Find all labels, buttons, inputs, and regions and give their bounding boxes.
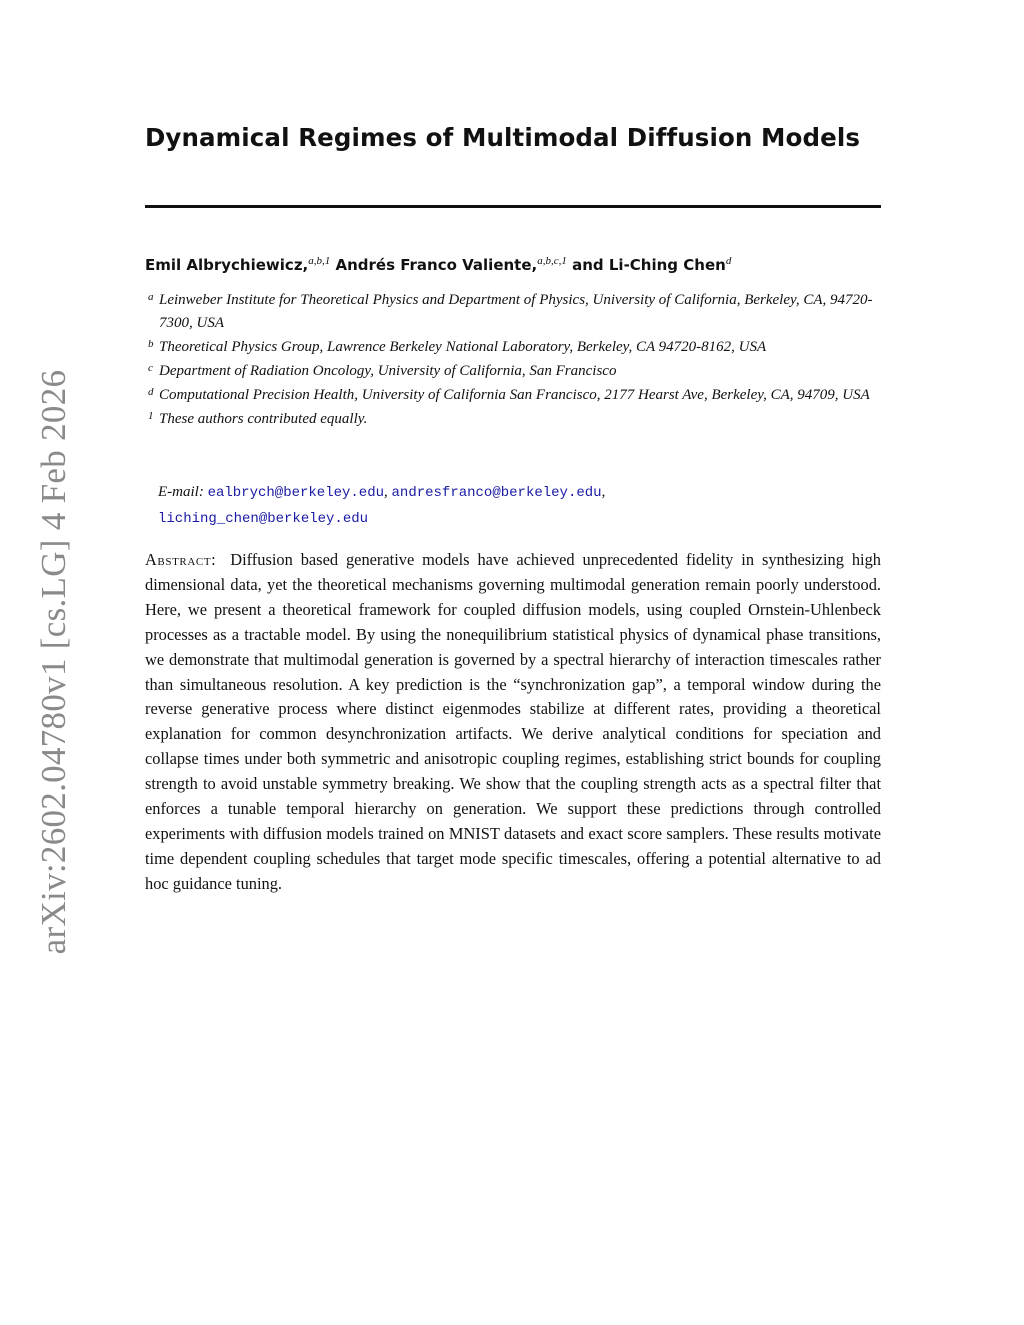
email-link[interactable]: liching_chen@berkeley.edu — [158, 511, 369, 527]
affiliation-list — [148, 289, 888, 432]
affiliation-mark: d — [148, 385, 154, 398]
affiliation-item — [148, 384, 888, 407]
affiliation-mark: c — [148, 361, 153, 374]
author-name: and Li-Ching Chen — [572, 256, 726, 274]
paper-title: Dynamical Regimes of Multimodal Diffusion Models — [145, 123, 861, 152]
affiliation-mark: b — [148, 337, 154, 350]
affiliation-mark: a — [148, 291, 154, 303]
author-affiliation-marks: a,b,1 — [308, 255, 331, 267]
affiliation-mark: 1 — [148, 409, 154, 422]
affiliation-text: Theoretical Physics Group, Lawrence Berkeley National Laboratory, Berkeley, CA 94720-8162, USA — [159, 338, 767, 355]
affiliation-item — [148, 408, 888, 431]
author-affiliation-marks: a,b,c,1 — [537, 255, 567, 267]
affiliation-item — [148, 360, 888, 383]
abstract — [145, 548, 881, 897]
arxiv-identifier: arXiv:2602.04780v1 [cs.LG] 4 Feb 2026 — [34, 369, 73, 955]
email-label: E-mail: — [158, 484, 204, 500]
author-affiliation-marks: d — [725, 255, 732, 267]
email-link[interactable]: andresfranco@berkeley.edu — [391, 485, 602, 501]
affiliation-item — [148, 336, 888, 359]
title-rule — [145, 205, 881, 208]
affiliation-text: Leinweber Institute for Theoretical Physics and Department of Physics, University of California, Berkeley, CA, 94720-7300, USA — [159, 292, 873, 331]
author-list — [145, 256, 731, 274]
affiliation-item — [148, 289, 888, 334]
affiliation-text: Computational Precision Health, University of California San Francisco, 2177 Hearst Ave, Berkeley, CA, 94709, USA — [159, 386, 870, 403]
affiliation-text: Department of Radiation Oncology, University of California, San Francisco — [159, 362, 617, 379]
email-block: E-mail: ealbrych@berkeley.edu, andresfranco@berkeley.edu, liching_chen@berkeley.edu — [158, 484, 606, 527]
abstract-text: Diffusion based generative models have achieved unprecedented fidelity in synthesizing high dimensional data, yet the theoretical mechanisms governing multimodal generation remain poorly understood. Here, we present a theoretical framework for coupled diffusion models, using coupled Ornstein-Uhlenbeck processes as a tractable model. By using the nonequilibrium statistical physics of dynamical phase transitions, we demonstrate that multimodal generation is governed by a spectral hierarchy of interaction timescales rather than simultaneous resolution. A key prediction is the “synchronization gap”, a temporal window during the reverse generative process where distinct eigenmodes stabilize at different rates, providing a theoretical explanation for common desynchronization artifacts. We derive analytical conditions for speciation and collapse times under both symmetric and anisotropic coupling regimes, establishing strict bounds for coupling strength to avoid unstable symmetry breaking. We show that the coupling strength acts as a spectral filter that enforces a tunable temporal hierarchy on generation. We support these predictions through controlled experiments with diffusion models trained on MNIST datasets and exact score samplers. These results motivate time dependent coupling schedules that target mode specific timescales, offering a potential alternative to ad hoc guidance tuning. — [145, 550, 881, 893]
abstract-label: Abstract: — [145, 550, 217, 569]
affiliation-text: These authors contributed equally. — [159, 410, 368, 427]
email-link[interactable]: ealbrych@berkeley.edu — [207, 485, 385, 501]
author-name: Andrés Franco Valiente, — [335, 256, 538, 274]
author-name: Emil Albrychiewicz, — [145, 256, 309, 274]
